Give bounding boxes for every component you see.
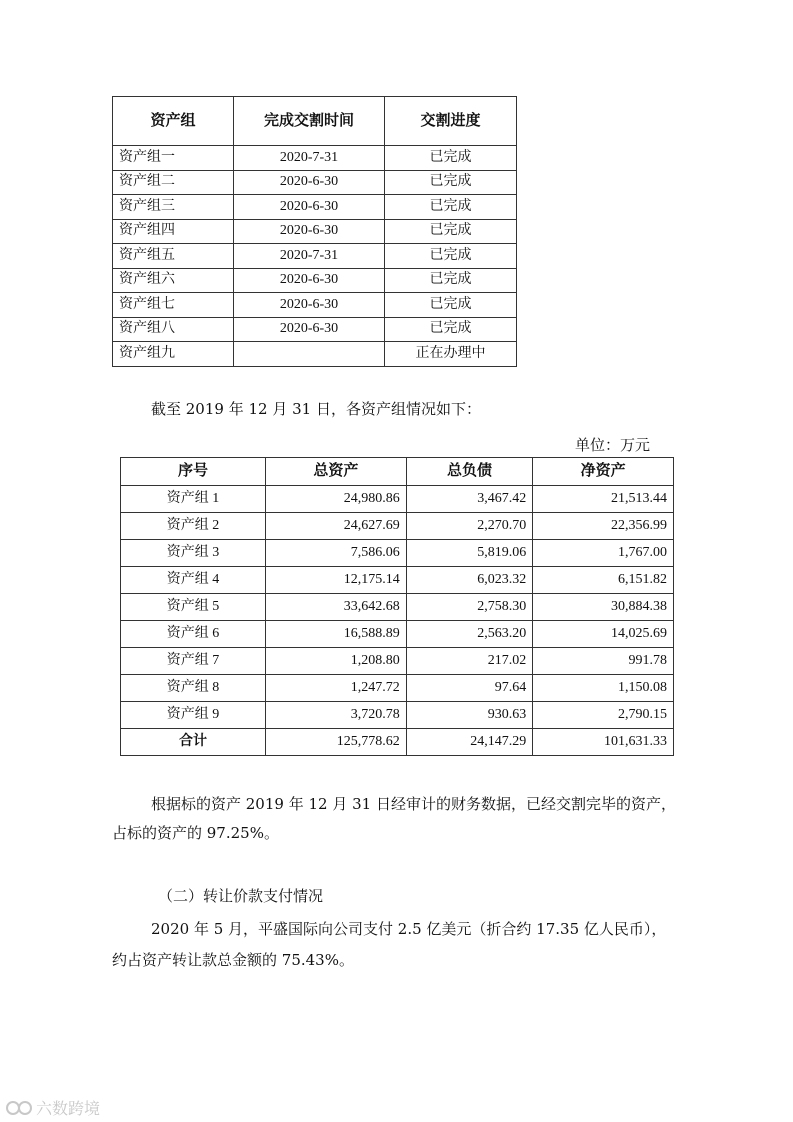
paragraph-line: 占标的资产的 97.25%。 [112,824,279,842]
table-cell: 已完成 [385,244,517,269]
table-cell [234,342,385,367]
watermark-logo-icon [6,1099,36,1117]
table-row [121,486,674,513]
table-cell: 资产组一 [113,146,234,171]
table-row [121,621,674,648]
table-cell: 2,270.70 [406,513,533,540]
total-label: 合计 [121,729,266,756]
table-row [121,567,674,594]
table-cell: 2020-6-30 [234,195,385,220]
paragraph-line: 2020 年 5 月，平盛国际向公司支付 2.5 亿美元（折合约 17.35 亿人民币）， [151,920,667,938]
header-cell: 总资产 [266,458,407,486]
intro-paragraph: 截至 2019 年 12 月 31 日，各资产组情况如下： [151,400,481,418]
table-row [113,268,517,293]
table-cell: 资产组六 [113,268,234,293]
table-cell: 101,631.33 [533,729,674,756]
table-row [121,702,674,729]
table-cell: 6,151.82 [533,567,674,594]
table-cell: 资产组 7 [121,648,266,675]
section-heading: （二）转让价款支付情况 [158,887,324,905]
table-cell: 已完成 [385,317,517,342]
table-cell: 24,627.69 [266,513,407,540]
table-cell: 2,758.30 [406,594,533,621]
table-row [121,540,674,567]
table-cell: 24,147.29 [406,729,533,756]
paragraph-line: 约占资产转让款总金额的 75.43%。 [112,951,354,969]
table-cell: 2020-6-30 [234,317,385,342]
table-cell: 2020-7-31 [234,244,385,269]
table-cell: 已完成 [385,170,517,195]
table-cell: 资产组五 [113,244,234,269]
total-row [121,729,674,756]
table-cell: 资产组二 [113,170,234,195]
header-cell: 序号 [121,458,266,486]
table-cell: 14,025.69 [533,621,674,648]
table-cell: 3,467.42 [406,486,533,513]
header-cell: 净资产 [533,458,674,486]
table-cell: 1,208.80 [266,648,407,675]
table-row [121,513,674,540]
table-row [121,675,674,702]
table-cell: 资产组 2 [121,513,266,540]
delivery-status-table [112,96,517,367]
table-row [113,219,517,244]
header-cell: 资产组 [113,97,234,146]
table-row [113,146,517,171]
table-cell: 97.64 [406,675,533,702]
table-header-row [121,458,674,486]
table-cell: 125,778.62 [266,729,407,756]
table-cell: 2020-7-31 [234,146,385,171]
table-cell: 资产组七 [113,293,234,318]
table-row [113,317,517,342]
table-cell: 1,150.08 [533,675,674,702]
table-cell: 2020-6-30 [234,268,385,293]
watermark-text: 六数跨境 [36,1099,101,1118]
table-cell: 6,023.32 [406,567,533,594]
table-cell: 资产组八 [113,317,234,342]
table-cell: 16,588.89 [266,621,407,648]
table-cell: 已完成 [385,268,517,293]
table-cell: 已完成 [385,146,517,171]
table-cell: 2,563.20 [406,621,533,648]
table-cell: 1,247.72 [266,675,407,702]
table-row [113,342,517,367]
table-cell: 12,175.14 [266,567,407,594]
table-row [113,293,517,318]
table-cell: 已完成 [385,195,517,220]
table-cell: 资产组 5 [121,594,266,621]
table-cell: 5,819.06 [406,540,533,567]
table-cell: 30,884.38 [533,594,674,621]
table-cell: 资产组 4 [121,567,266,594]
table-cell: 资产组 8 [121,675,266,702]
asset-group-financials-table [120,457,674,756]
table-cell: 2,790.15 [533,702,674,729]
table-cell: 资产组三 [113,195,234,220]
table-cell: 已完成 [385,219,517,244]
table-cell: 资产组 6 [121,621,266,648]
table-cell: 1,767.00 [533,540,674,567]
header-cell: 完成交割时间 [234,97,385,146]
table-row [113,195,517,220]
table-cell: 930.63 [406,702,533,729]
table-row [121,594,674,621]
table-header-row [113,97,517,146]
table-cell: 正在办理中 [385,342,517,367]
table-cell: 资产组四 [113,219,234,244]
table-cell: 2020-6-30 [234,293,385,318]
paragraph-line: 根据标的资产 2019 年 12 月 31 日经审计的财务数据，已经交割完毕的资产， [151,795,676,813]
table-cell: 22,356.99 [533,513,674,540]
table-cell: 3,720.78 [266,702,407,729]
table-cell: 33,642.68 [266,594,407,621]
table-cell: 217.02 [406,648,533,675]
table-row [121,648,674,675]
table-row [113,244,517,269]
table-cell: 991.78 [533,648,674,675]
table-row [113,170,517,195]
watermark [6,1096,100,1119]
table-cell: 已完成 [385,293,517,318]
header-cell: 交割进度 [385,97,517,146]
table-cell: 资产组九 [113,342,234,367]
table-cell: 24,980.86 [266,486,407,513]
table-cell: 资产组 9 [121,702,266,729]
table-cell: 资产组 3 [121,540,266,567]
table-cell: 7,586.06 [266,540,407,567]
table-cell: 资产组 1 [121,486,266,513]
table-cell: 2020-6-30 [234,170,385,195]
header-cell: 总负债 [406,458,533,486]
table-cell: 2020-6-30 [234,219,385,244]
table-cell: 21,513.44 [533,486,674,513]
unit-label: 单位：万元 [575,436,651,454]
